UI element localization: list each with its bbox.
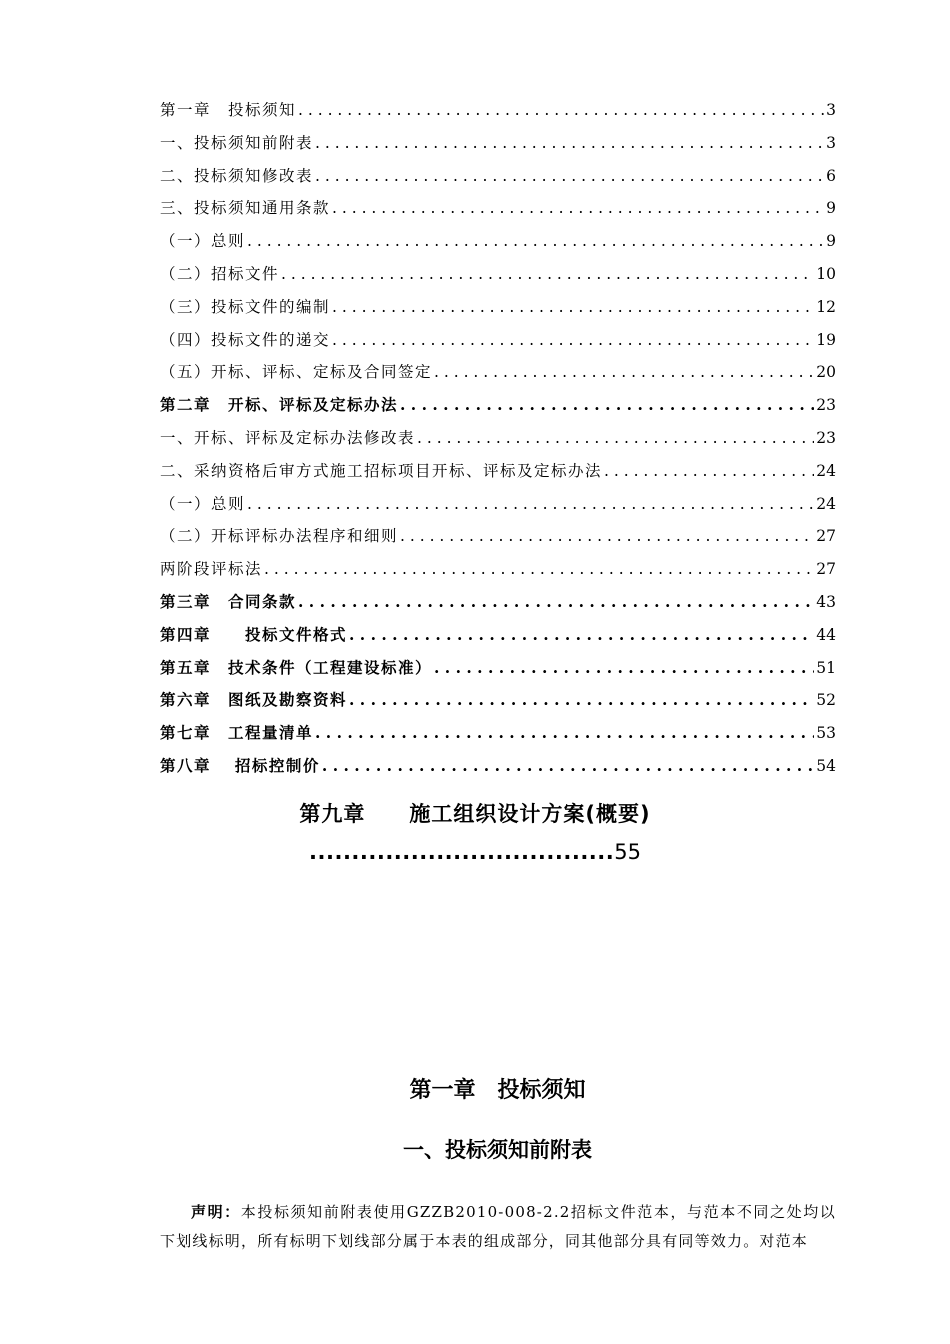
toc-entry[interactable]: [160, 492, 836, 525]
toc-page-number: 51: [816, 658, 836, 677]
toc-leader-dots: [332, 199, 824, 217]
toc-leader-dots: [315, 134, 824, 152]
toc-entry-title: 第二章 开标、评标及定标办法: [160, 395, 399, 415]
toc-entry-title: （二）招标文件: [160, 264, 280, 283]
toc-entry[interactable]: [160, 688, 836, 721]
toc-leader-dots: ....................................: [309, 840, 615, 864]
toc-page-number: 12: [816, 297, 836, 316]
toc-entry[interactable]: [160, 557, 836, 590]
toc-page-number: 27: [816, 560, 836, 579]
toc-leader-dots: [322, 756, 814, 775]
toc-entry-title: （二）开标评标办法程序和细则: [160, 527, 399, 546]
toc-page-number: 23: [816, 396, 836, 415]
toc-entry[interactable]: [160, 623, 836, 656]
toc-page-number: 44: [816, 625, 836, 644]
toc-leader-dots: [400, 527, 814, 545]
toc-entry[interactable]: [160, 131, 836, 164]
toc-entry-title: （五）开标、评标、定标及合同签定: [160, 363, 433, 382]
toc-page-number: 27: [816, 527, 836, 546]
toc-page-number: 24: [816, 494, 836, 513]
toc-entry[interactable]: [160, 754, 836, 787]
toc-entry[interactable]: [160, 426, 836, 459]
toc-page-number: 20: [816, 363, 836, 382]
notice-paragraph: [160, 1198, 836, 1256]
toc-leader-dots: [247, 232, 824, 250]
toc-entry[interactable]: [160, 721, 836, 754]
toc-page-number: 9: [826, 232, 836, 251]
toc-entry[interactable]: [160, 590, 836, 623]
toc-page-number: 54: [816, 756, 836, 775]
toc-entry-title: 两阶段评标法: [160, 560, 263, 579]
toc-entry[interactable]: [160, 196, 836, 229]
toc-leader-dots: [332, 331, 814, 349]
chapter-heading: 第一章 投标须知: [409, 1078, 586, 1103]
toc-page-number: 19: [816, 330, 836, 349]
toc-entry-chapter-9-leader[interactable]: [0, 840, 950, 864]
toc-leader-dots: [604, 462, 814, 480]
toc-leader-dots: [417, 429, 814, 447]
toc-page-number: 24: [816, 461, 836, 480]
toc-entry-title: 第三章 合同条款: [160, 591, 297, 611]
toc-page-number: 3: [826, 101, 836, 119]
toc-leader-dots: [332, 298, 814, 316]
toc-page-number: 23: [816, 428, 836, 447]
toc-entry-title: 第八章 招标控制价: [160, 755, 320, 775]
toc-entry-title: 第一章 投标须知: [160, 101, 297, 119]
toc-entry-title: 二、采纳资格后审方式施工招标项目开标、评标及定标办法: [160, 461, 603, 480]
toc-entry-title: （一）总则: [160, 494, 246, 513]
toc-page-number: 53: [816, 724, 836, 743]
toc-entry-title: （四）投标文件的递交: [160, 330, 331, 349]
toc-entry[interactable]: [160, 656, 836, 689]
toc-leader-dots: [298, 592, 814, 611]
toc-entry[interactable]: [160, 393, 836, 426]
section-heading: 一、投标须知前附表: [403, 1138, 592, 1162]
toc-leader-dots: [349, 625, 814, 644]
toc-entry-title: 第七章 工程量清单: [160, 723, 314, 743]
toc-leader-dots: [264, 560, 814, 578]
toc-page-number: 10: [816, 264, 836, 283]
toc-page-number: 3: [826, 133, 836, 152]
toc-entry[interactable]: [160, 524, 836, 557]
toc-entry-title: 第六章 图纸及勘察资料: [160, 690, 348, 710]
toc-entry-title: 一、投标须知前附表: [160, 133, 314, 152]
toc-leader-dots: [349, 690, 814, 709]
toc-entry[interactable]: [160, 229, 836, 262]
toc-leader-dots: [298, 101, 824, 119]
toc-entry[interactable]: [160, 459, 836, 492]
toc-entry[interactable]: [160, 262, 836, 295]
toc-entry[interactable]: [160, 164, 836, 197]
toc-entry-chapter-9-title[interactable]: 第九章 施工组织设计方案(概要): [299, 802, 651, 826]
toc-entry-title: 一、开标、评标及定标办法修改表: [160, 428, 416, 447]
toc-leader-dots: [434, 658, 814, 677]
toc-entry[interactable]: [160, 98, 836, 131]
toc-leader-dots: [434, 363, 814, 381]
toc-page-number: 6: [826, 166, 836, 185]
toc-page-number: 52: [816, 691, 836, 710]
toc-entry-title: （一）总则: [160, 232, 246, 251]
notice-text: 本投标须知前附表使用GZZB2010-008-2.2招标文件范本，与范本不同之处均以下划线标明，所有标明下划线部分属于本表的组成部分，同其他部分具有同等效力。对范本: [160, 1203, 836, 1250]
notice-label: 声明：: [191, 1203, 241, 1221]
toc-entry[interactable]: [160, 328, 836, 361]
toc-entry-title: （三）投标文件的编制: [160, 297, 331, 316]
toc-leader-dots: [315, 167, 824, 185]
toc-entry-title: 第四章 投标文件格式: [160, 624, 348, 644]
toc-entry-title: 三、投标须知通用条款: [160, 199, 331, 218]
toc-leader-dots: [400, 395, 814, 414]
toc-entry[interactable]: [160, 360, 836, 393]
toc-leader-dots: [247, 495, 814, 513]
toc-entry-title: 二、投标须知修改表: [160, 166, 314, 185]
table-of-contents: [160, 98, 836, 787]
toc-page-number: 55: [614, 840, 641, 864]
toc-page-number: 43: [816, 592, 836, 611]
toc-entry-title: 第五章 技术条件（工程建设标准）: [160, 657, 433, 677]
toc-entry[interactable]: [160, 295, 836, 328]
toc-leader-dots: [281, 265, 814, 283]
toc-page-number: 9: [826, 199, 836, 218]
toc-leader-dots: [315, 723, 814, 742]
